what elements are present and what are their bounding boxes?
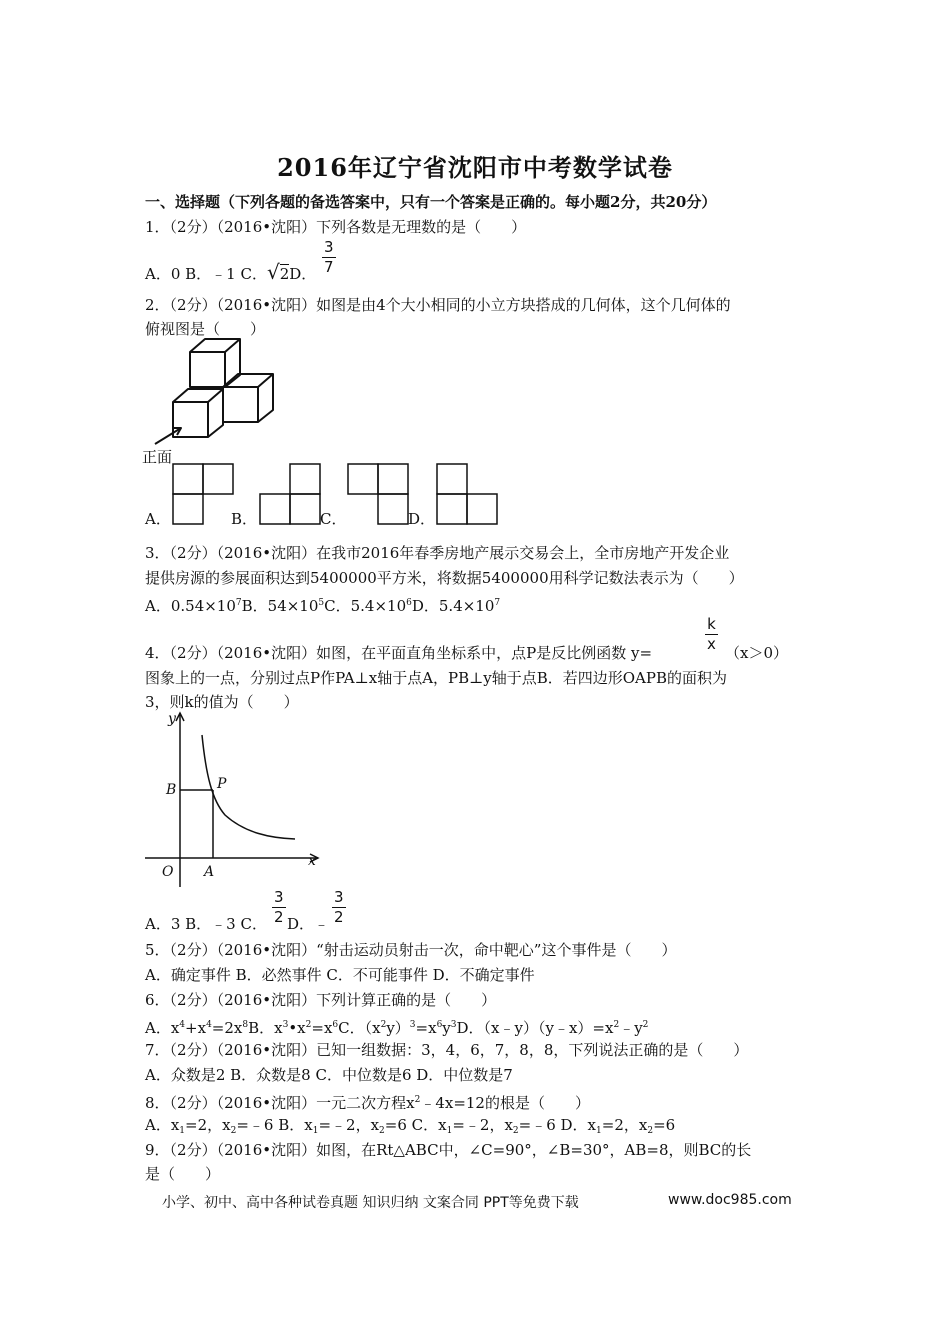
fraction-numerator: 3 <box>334 888 344 906</box>
subscript: 2 <box>230 1126 237 1136</box>
q6-text: •x <box>288 1019 306 1037</box>
subscript: 1 <box>179 1126 186 1136</box>
q6-text: +x <box>185 1019 207 1037</box>
exponent: 3 <box>282 1020 289 1030</box>
sqrt-symbol: √ <box>266 260 280 284</box>
subscript: 1 <box>446 1126 453 1136</box>
front-label: 正面 <box>142 448 173 466</box>
q8-text: =﹣6 D．x <box>518 1116 597 1134</box>
exponent: 5 <box>318 598 325 608</box>
q3-option-b: B．54×10 <box>241 597 319 615</box>
q2-option-d-view <box>436 463 498 525</box>
fraction-numerator: 3 <box>324 238 334 256</box>
footer-website-link[interactable]: www.doc985.com <box>668 1192 792 1208</box>
point-a-label: A <box>204 864 215 880</box>
fraction-numerator: 3 <box>274 888 284 906</box>
exponent: 6 <box>436 1020 443 1030</box>
x-axis-label: x <box>308 853 316 869</box>
fraction-denominator: 7 <box>324 258 334 276</box>
question-6-stem: 6．（2分）（2016•沈阳）下列计算正确的是（ ） <box>145 991 497 1009</box>
q1-options-abc: A．0 B．﹣1 C． <box>145 265 267 283</box>
exponent: 2 <box>305 1020 312 1030</box>
cube-figure <box>145 335 285 455</box>
q4-stem-text: 4．（2分）（2016•沈阳）如图，在平面直角坐标系中，点P是反比例函数 y= <box>145 644 653 662</box>
q6-text: C．（x <box>338 1019 381 1037</box>
question-2-stem-line1: 2．（2分）（2016•沈阳）如图是由4个大小相同的小立方块搭成的几何体，这个几何体的 <box>145 296 731 314</box>
exponent: 4 <box>179 1020 186 1030</box>
exponent: 7 <box>235 598 242 608</box>
question-4-line1 <box>145 643 652 663</box>
exponent: 2 <box>642 1020 649 1030</box>
question-1-stem: 1．（2分）（2016•沈阳）下列各数是无理数的是（ ） <box>145 218 527 236</box>
question-2-stem-line2: 俯视图是（ ） <box>145 320 266 338</box>
q8-text: =﹣2，x <box>318 1116 380 1134</box>
question-4-line3: 3，则k的值为（ ） <box>145 693 299 711</box>
q4-options-ab: A．3 B．﹣3 C． <box>145 915 267 933</box>
point-b-label: B <box>166 782 177 798</box>
q2-option-b-label: B． <box>231 510 258 528</box>
q6-text: ﹣y <box>619 1019 643 1037</box>
q2-option-b-view <box>259 463 321 525</box>
q8-text: 8．（2分）（2016•沈阳）一元二次方程x <box>145 1094 415 1112</box>
question-8-options <box>145 1115 675 1141</box>
question-8-stem <box>145 1090 590 1113</box>
question-7-stem: 7．（2分）（2016•沈阳）已知一组数据：3，4，6，7，8，8，下列说法正确的是（ ） <box>145 1041 749 1059</box>
q1-option-d: D． <box>289 265 317 283</box>
question-1-options <box>145 262 316 284</box>
q8-text: ﹣4x=12的根是（ ） <box>420 1094 590 1112</box>
subscript: 2 <box>379 1126 385 1136</box>
q6-text: y <box>442 1019 451 1037</box>
question-5-stem: 5．（2分）（2016•沈阳）“射击运动员射击一次，命中靶心”这个事件是（ ） <box>145 941 677 959</box>
q3-option-a: A．0.54×10 <box>145 597 236 615</box>
q4-condition: （x＞0） <box>725 644 789 662</box>
q8-text: =2，x <box>601 1116 648 1134</box>
q3-option-c: C．5.4×10 <box>324 597 407 615</box>
coordinate-graph <box>140 705 325 890</box>
question-6-options <box>145 1015 648 1038</box>
exponent: 6 <box>332 1020 339 1030</box>
q6-text: y） <box>386 1019 410 1037</box>
sqrt-radicand: 2 <box>279 265 290 283</box>
y-axis-label: y <box>168 711 176 727</box>
exponent: 3 <box>450 1020 457 1030</box>
question-9-line2: 是（ ） <box>145 1165 221 1183</box>
exponent: 6 <box>406 598 412 608</box>
q8-text: =﹣6 B．x <box>236 1116 313 1134</box>
exponent: 2 <box>414 1095 421 1105</box>
page-title: 2016年辽宁省沈阳市中考数学试卷 <box>277 153 673 182</box>
question-3-line2: 提供房源的参展面积达到5400000平方米，将数据5400000用科学记数法表示为（ ） <box>145 569 744 587</box>
point-p-label: P <box>217 776 227 792</box>
q4-option-c-fraction <box>272 888 286 927</box>
exponent: 8 <box>242 1020 249 1030</box>
q2-option-d-label: D． <box>408 510 436 528</box>
exponent: 3 <box>409 1020 416 1030</box>
question-9-line1: 9．（2分）（2016•沈阳）如图，在Rt△ABC中，∠C=90°，∠B=30°，AB=8，则BC的长 <box>145 1141 752 1159</box>
q8-text: =6 <box>653 1116 676 1134</box>
q2-option-a-label: A． <box>145 510 171 528</box>
exponent: 4 <box>206 1020 212 1030</box>
q6-text: B．x <box>248 1019 283 1037</box>
q2-option-c-label: C． <box>320 510 347 528</box>
q8-text: =﹣2，x <box>452 1116 513 1134</box>
fraction-numerator: k <box>705 615 718 635</box>
q6-text: =2x <box>211 1019 243 1037</box>
q4-fraction <box>705 615 718 654</box>
exponent: 2 <box>380 1020 387 1030</box>
exponent: 2 <box>613 1020 620 1030</box>
question-3-line1: 3．（2分）（2016•沈阳）在我市2016年春季房地产展示交易会上，全市房地产开发企业 <box>145 544 730 562</box>
q8-text: =2，x <box>185 1116 231 1134</box>
q6-text: A．x <box>145 1019 180 1037</box>
subscript: 2 <box>512 1126 519 1136</box>
q8-text: A．x <box>145 1116 180 1134</box>
q6-text: =x <box>415 1019 437 1037</box>
subscript: 1 <box>312 1126 319 1136</box>
question-3-options <box>145 593 500 616</box>
subscript: 1 <box>596 1126 602 1136</box>
q6-text: =x <box>311 1019 333 1037</box>
q2-option-a-view <box>172 463 234 525</box>
q1-fraction <box>322 238 336 277</box>
q4-option-d-fraction <box>332 888 346 927</box>
q8-text: =6 C．x <box>384 1116 447 1134</box>
question-5-options: A．确定事件 B．必然事件 C．不可能事件 D．不确定事件 <box>145 966 535 984</box>
q6-text: D．（x﹣y）（y﹣x）=x <box>456 1019 614 1037</box>
fraction-denominator: 2 <box>274 908 284 926</box>
question-4-line2: 图象上的一点，分别过点P作PA⊥x轴于点A，PB⊥y轴于点B．若四边形OAPB的面积为 <box>145 669 728 687</box>
subscript: 2 <box>647 1126 654 1136</box>
exponent: 7 <box>494 598 501 608</box>
q3-option-d: D．5.4×10 <box>411 597 495 615</box>
q4-option-d: D．﹣ <box>287 915 330 933</box>
q2-option-c-view <box>347 463 409 525</box>
question-7-options: A．众数是2 B．众数是8 C．中位数是6 D．中位数是7 <box>145 1066 513 1084</box>
section-heading: 一、选择题（下列各题的备选答案中，只有一个答案是正确的。每小题2分，共20分） <box>145 193 717 211</box>
footer-promo-text: 小学、初中、高中各种试卷真题 知识归纳 文案合同 PPT等免费下载 <box>162 1195 579 1211</box>
fraction-denominator: 2 <box>334 908 344 926</box>
origin-label: O <box>162 864 174 880</box>
fraction-denominator: x <box>707 635 716 653</box>
